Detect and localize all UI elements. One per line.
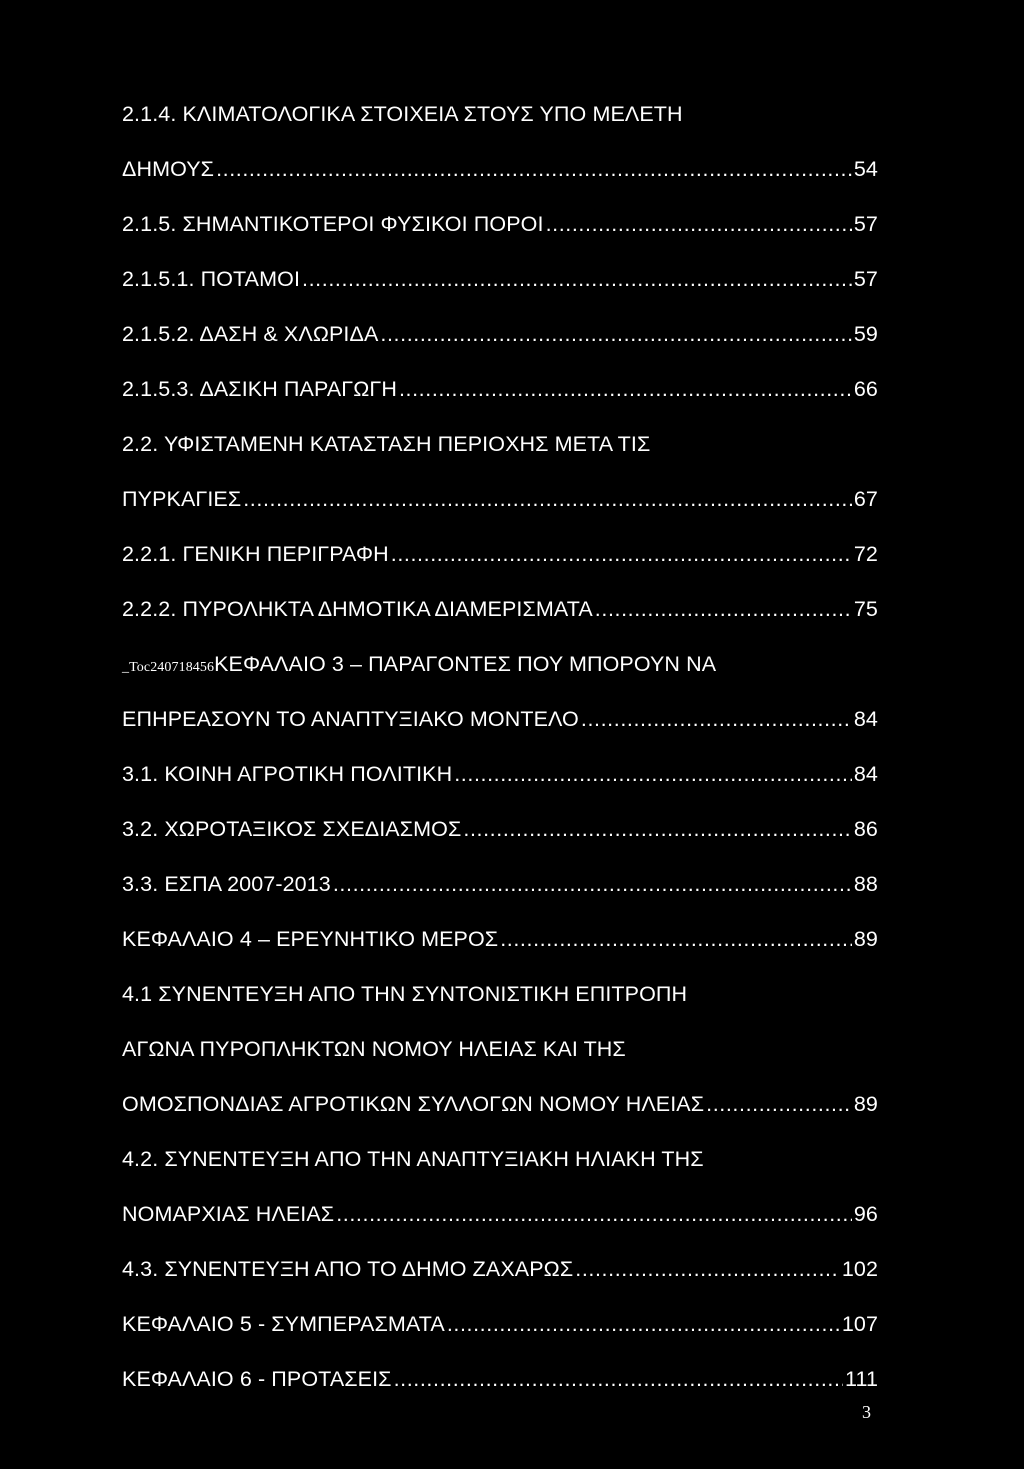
toc-page-number: 89 bbox=[853, 1092, 878, 1116]
toc-entry-title: 2.2. ΥΦΙΣΤΑΜΕΝΗ ΚΑΤΑΣΤΑΣΗ ΠΕΡΙΟΧΗΣ ΜΕΤΑ ΤΙΣ bbox=[122, 432, 651, 456]
toc-leader-dots bbox=[463, 812, 852, 847]
toc-entry-title: 2.1.5. ΣΗΜΑΝΤΙΚΟΤΕΡΟΙ ΦΥΣΙΚΟΙ ΠΟΡΟΙ bbox=[122, 212, 544, 236]
toc-entry-title-text: ΚΕΦΑΛΑΙΟ 3 – ΠΑΡΑΓΟΝΤΕΣ ΠΟΥ ΜΠΟΡΟΥΝ ΝΑ bbox=[214, 652, 717, 676]
toc-entry-title: ΔΗΜΟΥΣ bbox=[122, 157, 215, 181]
toc-entry-title: 2.1.5.3. ΔΑΣΙΚΗ ΠΑΡΑΓΩΓΗ bbox=[122, 377, 397, 401]
toc-leader-dots bbox=[333, 867, 852, 902]
toc-entry-title: ΚΕΦΑΛΑΙΟ 5 - ΣΥΜΠΕΡΑΣΜΑΤΑ bbox=[122, 1312, 445, 1336]
toc-entry-title: 4.3. ΣΥΝΕΝΤΕΥΞΗ ΑΠΟ ΤΟ ΔΗΜΟ ΖΑΧΑΡΩΣ bbox=[122, 1257, 574, 1281]
toc-entry-title: 2.1.4. ΚΛΙΜΑΤΟΛΟΓΙΚΑ ΣΤΟΙΧΕΙΑ ΣΤΟΥΣ ΥΠΟ ΜΕΛΕΤΗ bbox=[122, 102, 683, 126]
toc-leader-dots bbox=[595, 592, 852, 627]
toc-entry-title: ΟΜΟΣΠΟΝΔΙΑΣ ΑΓΡΟΤΙΚΩΝ ΣΥΛΛΟΓΩΝ ΝΟΜΟΥ ΗΛΕΙΑΣ bbox=[122, 1092, 705, 1116]
toc-entry-2-1-5-1[interactable] bbox=[122, 262, 878, 317]
toc-entry-4-3[interactable] bbox=[122, 1252, 878, 1307]
toc-leader-dots bbox=[500, 922, 852, 957]
toc-leader-dots bbox=[391, 537, 852, 572]
toc-entry-3-2[interactable] bbox=[122, 812, 878, 867]
toc-page-number: 59 bbox=[853, 322, 878, 346]
toc-leader-dots bbox=[302, 262, 852, 297]
toc-entry-title: 2.2.2. ΠΥΡΟΛΗΚΤΑ ΔΗΜΟΤΙΚΑ ΔΙΑΜΕΡΙΣΜΑΤΑ bbox=[122, 597, 593, 621]
toc-entry-title: ΑΓΩΝΑ ΠΥΡΟΠΛΗΚΤΩΝ ΝΟΜΟΥ ΗΛΕΙΑΣ ΚΑΙ ΤΗΣ bbox=[122, 1037, 626, 1061]
toc-page-number: 67 bbox=[853, 487, 878, 511]
toc-page-number: 84 bbox=[853, 762, 878, 786]
toc-page-number: 57 bbox=[853, 267, 878, 291]
toc-leader-dots bbox=[243, 482, 852, 517]
toc-page-number: 75 bbox=[853, 597, 878, 621]
toc-entry-3-1[interactable] bbox=[122, 757, 878, 812]
toc-leader-dots bbox=[336, 1197, 852, 1232]
toc-page-number: 102 bbox=[841, 1257, 878, 1281]
toc-page-number: 111 bbox=[845, 1367, 878, 1391]
toc-entry-4-1[interactable] bbox=[122, 1087, 878, 1142]
toc-page-number: 66 bbox=[853, 377, 878, 401]
toc-entry-title bbox=[122, 647, 716, 685]
toc-entry-title: 2.1.5.1. ΠΟΤΑΜΟΙ bbox=[122, 267, 301, 291]
toc-entry-title: 3.1. ΚΟΙΝΗ ΑΓΡΟΤΙΚΗ ΠΟΛΙΤΙΚΗ bbox=[122, 762, 453, 786]
toc-entry-chapter-4[interactable] bbox=[122, 922, 878, 977]
toc-entry-chapter-3-line1 bbox=[122, 647, 878, 702]
toc-leader-dots bbox=[546, 207, 852, 242]
toc-leader-dots bbox=[399, 372, 852, 407]
toc-entry-2-1-4[interactable] bbox=[122, 152, 878, 207]
toc-leader-dots bbox=[447, 1307, 840, 1342]
toc-entry-title: ΝΟΜΑΡΧΙΑΣ ΗΛΕΙΑΣ bbox=[122, 1202, 335, 1226]
toc-entry-title: ΚΕΦΑΛΑΙΟ 6 - ΠΡΟΤΑΣΕΙΣ bbox=[122, 1367, 392, 1391]
toc-entry-title: 3.3. ΕΣΠΑ 2007-2013 bbox=[122, 872, 331, 896]
toc-page-number: 72 bbox=[853, 542, 878, 566]
toc-page-number: 57 bbox=[853, 212, 878, 236]
toc-entry-chapter-6[interactable] bbox=[122, 1362, 878, 1417]
toc-entry-title: ΠΥΡΚΑΓΙΕΣ bbox=[122, 487, 242, 511]
toc-leader-dots bbox=[706, 1087, 852, 1122]
toc-leader-dots bbox=[581, 702, 852, 737]
toc-entry-3-3[interactable] bbox=[122, 867, 878, 922]
toc-entry-2-1-5-2[interactable] bbox=[122, 317, 878, 372]
toc-entry-title: 2.1.5.2. ΔΑΣΗ & ΧΛΩΡΙΔΑ bbox=[122, 322, 379, 346]
toc-entry-title: 2.2.1. ΓΕΝΙΚΗ ΠΕΡΙΓΡΑΦΗ bbox=[122, 542, 389, 566]
toc-page-number: 88 bbox=[853, 872, 878, 896]
toc-entry-chapter-3[interactable] bbox=[122, 702, 878, 757]
toc-entry-2-1-5-3[interactable] bbox=[122, 372, 878, 427]
toc-entry-2-2-1[interactable] bbox=[122, 537, 878, 592]
toc-page-number: 107 bbox=[841, 1312, 878, 1336]
toc-field-code: _Toc240718456 bbox=[122, 660, 215, 675]
toc-leader-dots bbox=[380, 317, 851, 352]
toc-entry-chapter-5[interactable] bbox=[122, 1307, 878, 1362]
toc-entry-title: ΕΠΗΡΕΑΣΟΥΝ ΤΟ ΑΝΑΠΤΥΞΙΑΚΟ ΜΟΝΤΕΛΟ bbox=[122, 707, 579, 731]
toc-leader-dots bbox=[394, 1362, 843, 1397]
toc-leader-dots bbox=[575, 1252, 840, 1287]
toc-page-number: 89 bbox=[853, 927, 878, 951]
toc-page-number: 96 bbox=[853, 1202, 878, 1226]
page-number: 3 bbox=[862, 1402, 871, 1422]
toc-entry-title: ΚΕΦΑΛΑΙΟ 4 – ΕΡΕΥΝΗΤΙΚΟ ΜΕΡΟΣ bbox=[122, 927, 499, 951]
toc-entry-2-2-2[interactable] bbox=[122, 592, 878, 647]
toc-page-number: 54 bbox=[853, 157, 878, 181]
toc-entry-4-1-line2 bbox=[122, 1032, 878, 1087]
toc-entry-2-1-5[interactable] bbox=[122, 207, 878, 262]
toc-entry-2-1-4-line1 bbox=[122, 97, 878, 152]
toc-entry-title: 3.2. ΧΩΡΟΤΑΞΙΚΟΣ ΣΧΕΔΙΑΣΜΟΣ bbox=[122, 817, 462, 841]
toc-entry-title: 4.1 ΣΥΝΕΝΤΕΥΞΗ ΑΠΟ ΤΗΝ ΣΥΝΤΟΝΙΣΤΙΚΗ ΕΠΙΤΡΟΠΗ bbox=[122, 982, 688, 1006]
toc-entry-2-2-line1 bbox=[122, 427, 878, 482]
toc-entry-4-2-line1 bbox=[122, 1142, 878, 1197]
toc-leader-dots bbox=[216, 152, 852, 187]
toc-page-number: 84 bbox=[853, 707, 878, 731]
toc-entry-title: 4.2. ΣΥΝΕΝΤΕΥΞΗ ΑΠΟ ΤΗΝ ΑΝΑΠΤΥΞΙΑΚΗ ΗΛΙΑΚΗ ΤΗΣ bbox=[122, 1147, 704, 1171]
toc-entry-4-2[interactable] bbox=[122, 1197, 878, 1252]
toc-leader-dots bbox=[454, 757, 852, 792]
table-of-contents bbox=[122, 97, 878, 1417]
toc-entry-4-1-line1 bbox=[122, 977, 878, 1032]
toc-entry-2-2[interactable] bbox=[122, 482, 878, 537]
toc-page-number: 86 bbox=[853, 817, 878, 841]
